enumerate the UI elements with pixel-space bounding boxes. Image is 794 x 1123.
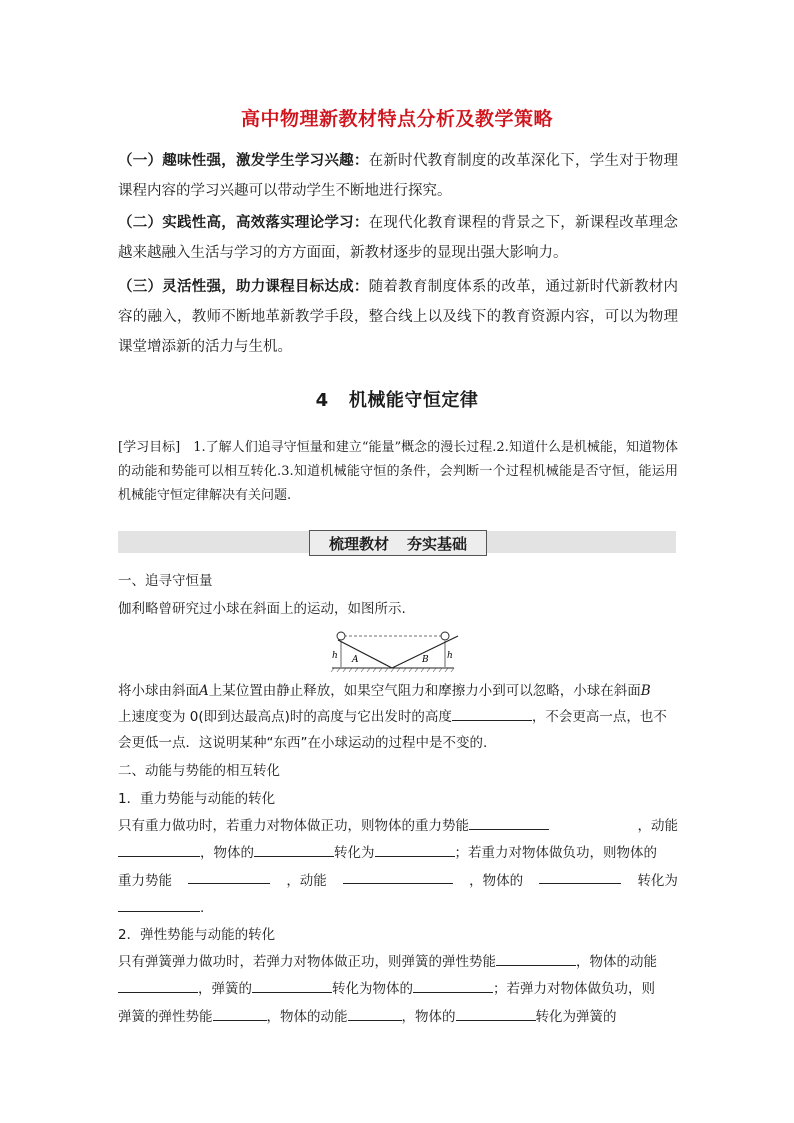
lesson-title	[0, 386, 794, 412]
text-segment: 将小球由斜面	[118, 683, 199, 699]
answer-blank[interactable]	[343, 868, 453, 884]
text-segment: 转化为物体的	[332, 981, 413, 997]
text-segment: ；若重力对物体做负功，则物体的	[454, 845, 657, 861]
text-segment: 转化为	[637, 873, 678, 889]
feature-paragraph-3	[118, 272, 678, 362]
sub2-line2	[118, 976, 678, 1002]
answer-blank[interactable]	[496, 950, 576, 966]
part1-line3	[118, 704, 678, 730]
sub1-line4	[118, 895, 678, 921]
feature-label: （一）趣味性强，激发学生学习兴趣：	[118, 153, 369, 169]
text-segment: ，物体的动能	[266, 1009, 348, 1025]
lesson-number: 4	[315, 390, 329, 411]
answer-blank[interactable]	[539, 868, 621, 884]
text-segment: 转化为弹簧的	[535, 1009, 617, 1025]
answer-blank[interactable]	[118, 896, 200, 912]
lesson-name: 机械能守恒定律	[348, 390, 479, 411]
slope-label-a: A	[352, 655, 359, 665]
text-segment: 上速度变为 0(即到达最高点)时的高度与它出发时的高度	[118, 709, 452, 725]
sub1-line1	[118, 813, 678, 839]
part2-sub1: 1．重力势能与动能的转化	[118, 791, 276, 807]
feature-label: （三）灵活性强，助力课程目标达成：	[118, 279, 369, 295]
band-right-text: 夯实基础	[407, 534, 468, 553]
incline-figure	[330, 630, 460, 674]
feature-text: 随着教育制度体系的改革，通过新时代新教材内容的融入，教师不断地革新教学手段，整合线上以及线下的教育资源内容，可以为物理课堂增添新的活力与生机。	[118, 279, 679, 355]
text-segment: ，动能	[286, 873, 327, 889]
answer-blank[interactable]	[413, 977, 493, 993]
answer-blank[interactable]	[452, 705, 532, 721]
feature-text: 在现代化教育课程的背景之下，新课程改革理念越来越融入生活与学习的方方面面，新教材逐步的显现出强大影响力。	[118, 215, 679, 261]
height-label-left: h	[332, 651, 338, 661]
text-segment: ；若弹力对物体做负功，则	[493, 981, 655, 997]
answer-blank[interactable]	[188, 868, 270, 884]
part2-heading: 二、动能与势能的相互转化	[118, 763, 280, 779]
feature-text: 在新时代教育制度的改革深化下，学生对于物理课程内容的学习兴趣可以带动学生不断地进行探究。	[118, 153, 679, 199]
text-segment: ，物体的	[401, 1009, 456, 1025]
answer-blank[interactable]	[118, 977, 198, 993]
text-segment: .	[200, 900, 205, 916]
height-label-right: h	[447, 651, 453, 661]
part1-line1: 伽利略曾研究过小球在斜面上的运动，如图所示.	[118, 601, 406, 617]
sub2-line1	[118, 949, 678, 975]
section-band-label	[309, 530, 487, 556]
text-segment: 弹簧的弹性势能	[118, 1009, 213, 1025]
part1-line4: 会更低一点．这说明某种“东西”在小球运动的过程中是不变的.	[118, 735, 488, 751]
text-segment: 重力势能	[118, 873, 172, 889]
answer-blank[interactable]	[254, 841, 334, 857]
answer-blank[interactable]	[375, 841, 455, 857]
answer-blank[interactable]	[118, 841, 200, 857]
answer-blank[interactable]	[456, 1005, 536, 1021]
sub1-line2	[118, 840, 678, 866]
slope-label-b: B	[422, 655, 429, 665]
answer-blank[interactable]	[213, 1005, 267, 1021]
band-left-text: 梳理教材	[328, 534, 389, 553]
text-segment: ，物体的	[469, 873, 524, 889]
sub2-line3	[118, 1004, 678, 1030]
answer-blank[interactable]	[469, 814, 549, 830]
slope-b-ref: B	[640, 683, 651, 699]
feature-label: （二）实践性高，高效落实理论学习：	[118, 215, 369, 231]
feature-paragraph-2	[118, 208, 678, 268]
part1-heading: 一、追寻守恒量	[118, 573, 213, 589]
text-segment: 只有弹簧弹力做功时，若弹力对物体做正功，则弹簧的弹性势能	[118, 954, 496, 970]
learning-goals: [学习目标] 1.了解人们追寻守恒量和建立“能量”概念的漫长过程.2.知道什么是机械能，知道物体的动能和势能可以相互转化.3.知道机械能守恒的条件，会判断一个过程机械能是否守恒，能运用机械能守恒定律解决有关问题.	[118, 440, 678, 503]
text-segment: 上某位置由静止释放，如果空气阻力和摩擦力小到可以忽略，小球在斜面	[208, 683, 641, 699]
slope-a-ref: A	[199, 683, 209, 699]
text-segment: ，不会更高一点，也不	[531, 709, 667, 725]
text-segment: ，物体的	[200, 845, 254, 861]
answer-blank[interactable]	[348, 1005, 402, 1021]
feature-paragraph-1	[118, 146, 678, 206]
page-title: 高中物理新教材特点分析及教学策略	[240, 108, 553, 130]
text-segment: ，物体的动能	[576, 954, 657, 970]
part1-line2	[118, 678, 678, 704]
text-segment: 只有重力做功时，若重力对物体做正功，则物体的重力势能	[118, 818, 469, 834]
text-segment: 转化为	[334, 845, 375, 861]
part2-sub2: 2．弹性势能与动能的转化	[118, 927, 276, 943]
text-segment: ，弹簧的	[198, 981, 252, 997]
answer-blank[interactable]	[252, 977, 332, 993]
text-segment: ，动能	[637, 818, 678, 834]
sub1-line3	[118, 868, 678, 894]
